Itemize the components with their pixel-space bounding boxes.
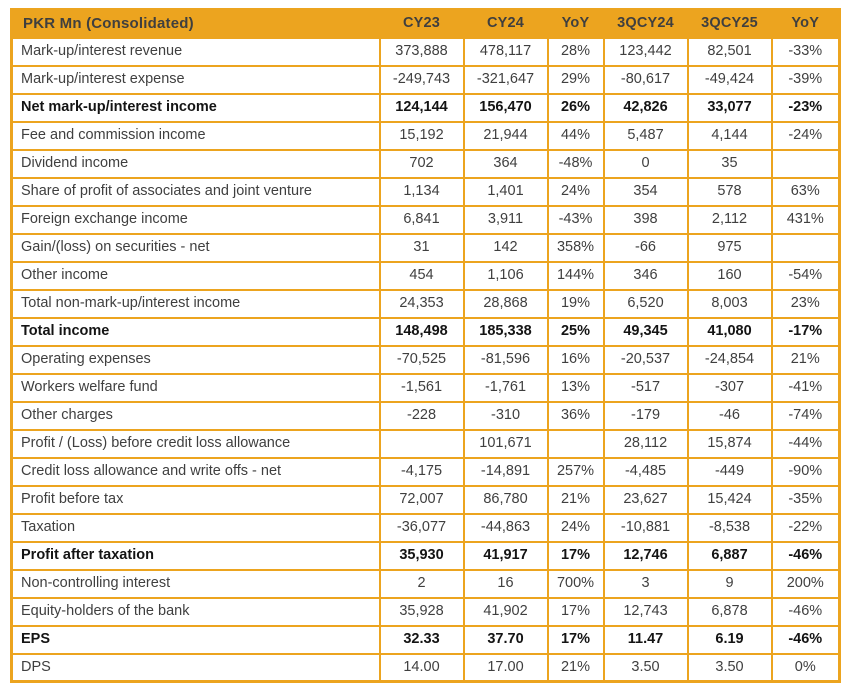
cell-value: 0 [604,150,688,178]
cell-value: -14,891 [464,458,548,486]
cell-value: -1,561 [380,374,464,402]
cell-value: 28% [548,38,604,66]
cell-value: 200% [772,570,840,598]
cell-value: 346 [604,262,688,290]
cell-value: -81,596 [464,346,548,374]
cell-value [772,150,840,178]
cell-value: 3,911 [464,206,548,234]
cell-value: 2 [380,570,464,598]
cell-value: 42,826 [604,94,688,122]
row-label: Foreign exchange income [12,206,380,234]
cell-value: 35 [688,150,772,178]
cell-value: -1,761 [464,374,548,402]
cell-value: -80,617 [604,66,688,94]
cell-value: 25% [548,318,604,346]
cell-value: 1,106 [464,262,548,290]
cell-value: 373,888 [380,38,464,66]
table-row [12,94,840,122]
cell-value: 578 [688,178,772,206]
cell-value: 41,902 [464,598,548,626]
cell-value: 160 [688,262,772,290]
cell-value: 23% [772,290,840,318]
cell-value: 36% [548,402,604,430]
table-row [12,374,840,402]
cell-value: 13% [548,374,604,402]
cell-value [772,234,840,262]
cell-value: 142 [464,234,548,262]
cell-value: 1,134 [380,178,464,206]
cell-value [380,430,464,458]
cell-value: 19% [548,290,604,318]
cell-value: -70,525 [380,346,464,374]
table-row [12,542,840,570]
table-row [12,150,840,178]
cell-value: 702 [380,150,464,178]
cell-value: -54% [772,262,840,290]
cell-value: 358% [548,234,604,262]
cell-value: 6,878 [688,598,772,626]
table-row [12,626,840,654]
table-row [12,318,840,346]
row-label: Fee and commission income [12,122,380,150]
row-label: Mark-up/interest expense [12,66,380,94]
cell-value: 9 [688,570,772,598]
cell-value: -48% [548,150,604,178]
header-cy23: CY23 [380,10,464,38]
cell-value [548,430,604,458]
cell-value: 17% [548,626,604,654]
row-label: Other income [12,262,380,290]
table-row [12,38,840,66]
cell-value: 5,487 [604,122,688,150]
row-label: Profit after taxation [12,542,380,570]
cell-value: 123,442 [604,38,688,66]
cell-value: 72,007 [380,486,464,514]
cell-value: 35,930 [380,542,464,570]
table-row [12,486,840,514]
cell-value: -307 [688,374,772,402]
cell-value: 17.00 [464,654,548,682]
cell-value: -310 [464,402,548,430]
cell-value: 431% [772,206,840,234]
cell-value: -49,424 [688,66,772,94]
table-row [12,514,840,542]
cell-value: 21% [548,486,604,514]
cell-value: -20,537 [604,346,688,374]
cell-value: 15,874 [688,430,772,458]
cell-value: 23,627 [604,486,688,514]
row-label: Share of profit of associates and joint venture [12,178,380,206]
cell-value: 24,353 [380,290,464,318]
cell-value: 24% [548,178,604,206]
cell-value: 478,117 [464,38,548,66]
header-3qcy25: 3QCY25 [688,10,772,38]
row-label: Profit / (Loss) before credit loss allowance [12,430,380,458]
cell-value: 28,868 [464,290,548,318]
table-row [12,206,840,234]
cell-value: -17% [772,318,840,346]
cell-value: 15,192 [380,122,464,150]
cell-value: 3.50 [604,654,688,682]
cell-value: -23% [772,94,840,122]
cell-value: -33% [772,38,840,66]
cell-value: -35% [772,486,840,514]
cell-value: 144% [548,262,604,290]
row-label: Equity-holders of the bank [12,598,380,626]
cell-value: 32.33 [380,626,464,654]
cell-value: 101,671 [464,430,548,458]
cell-value: 82,501 [688,38,772,66]
cell-value: -66 [604,234,688,262]
table-row [12,290,840,318]
cell-value: -46 [688,402,772,430]
cell-value: 14.00 [380,654,464,682]
cell-value: 26% [548,94,604,122]
cell-value: 31 [380,234,464,262]
cell-value: -44,863 [464,514,548,542]
row-label: Dividend income [12,150,380,178]
cell-value: 86,780 [464,486,548,514]
header-3qcy24: 3QCY24 [604,10,688,38]
row-label: Profit before tax [12,486,380,514]
header-row [12,10,840,38]
table-row [12,346,840,374]
cell-value: 33,077 [688,94,772,122]
row-label: Other charges [12,402,380,430]
cell-value: 16% [548,346,604,374]
cell-value: 41,080 [688,318,772,346]
cell-value: -449 [688,458,772,486]
header-cy24: CY24 [464,10,548,38]
cell-value: 454 [380,262,464,290]
cell-value: 354 [604,178,688,206]
table-row [12,570,840,598]
cell-value: -43% [548,206,604,234]
row-label: DPS [12,654,380,682]
cell-value: -22% [772,514,840,542]
cell-value: 4,144 [688,122,772,150]
cell-value: 1,401 [464,178,548,206]
cell-value: 6.19 [688,626,772,654]
table-row [12,598,840,626]
cell-value: -4,485 [604,458,688,486]
cell-value: 12,746 [604,542,688,570]
cell-value: 16 [464,570,548,598]
cell-value: -8,538 [688,514,772,542]
header-yoy-annual: YoY [548,10,604,38]
cell-value: 21% [772,346,840,374]
cell-value: 156,470 [464,94,548,122]
header-yoy-quarter: YoY [772,10,840,38]
cell-value: -46% [772,542,840,570]
cell-value: 15,424 [688,486,772,514]
cell-value: -4,175 [380,458,464,486]
cell-value: 975 [688,234,772,262]
row-label: Workers welfare fund [12,374,380,402]
cell-value: 21,944 [464,122,548,150]
cell-value: 63% [772,178,840,206]
cell-value: 700% [548,570,604,598]
cell-value: 185,338 [464,318,548,346]
cell-value: 24% [548,514,604,542]
cell-value: -10,881 [604,514,688,542]
cell-value: 35,928 [380,598,464,626]
cell-value: 257% [548,458,604,486]
cell-value: 148,498 [380,318,464,346]
row-label: Net mark-up/interest income [12,94,380,122]
row-label: Operating expenses [12,346,380,374]
cell-value: 44% [548,122,604,150]
cell-value: -90% [772,458,840,486]
cell-value: 49,345 [604,318,688,346]
table-row [12,178,840,206]
row-label: EPS [12,626,380,654]
cell-value: 6,841 [380,206,464,234]
cell-value: 2,112 [688,206,772,234]
cell-value: 398 [604,206,688,234]
cell-value: -249,743 [380,66,464,94]
cell-value: 3.50 [688,654,772,682]
cell-value: 364 [464,150,548,178]
cell-value: -46% [772,626,840,654]
financial-results-table [10,8,841,683]
header-title: PKR Mn (Consolidated) [12,10,380,38]
row-label: Non-controlling interest [12,570,380,598]
cell-value: -179 [604,402,688,430]
cell-value: -24,854 [688,346,772,374]
cell-value: 124,144 [380,94,464,122]
cell-value: 6,520 [604,290,688,318]
table-row [12,402,840,430]
cell-value: -39% [772,66,840,94]
cell-value: 28,112 [604,430,688,458]
cell-value: 21% [548,654,604,682]
cell-value: 0% [772,654,840,682]
table-row [12,262,840,290]
cell-value: 6,887 [688,542,772,570]
cell-value: -24% [772,122,840,150]
row-label: Mark-up/interest revenue [12,38,380,66]
table-row [12,122,840,150]
table-row [12,430,840,458]
row-label: Gain/(loss) on securities - net [12,234,380,262]
table-header [12,10,840,38]
cell-value: -41% [772,374,840,402]
cell-value: -321,647 [464,66,548,94]
cell-value: 8,003 [688,290,772,318]
table-row [12,458,840,486]
cell-value: -228 [380,402,464,430]
row-label: Credit loss allowance and write offs - net [12,458,380,486]
cell-value: -44% [772,430,840,458]
cell-value: 3 [604,570,688,598]
cell-value: 37.70 [464,626,548,654]
cell-value: -46% [772,598,840,626]
cell-value: 17% [548,542,604,570]
cell-value: 12,743 [604,598,688,626]
row-label: Total non-mark-up/interest income [12,290,380,318]
cell-value: -74% [772,402,840,430]
table-body [12,38,840,682]
cell-value: 17% [548,598,604,626]
table-row [12,66,840,94]
cell-value: -517 [604,374,688,402]
table-row [12,234,840,262]
row-label: Total income [12,318,380,346]
cell-value: 11.47 [604,626,688,654]
row-label: Taxation [12,514,380,542]
table-row [12,654,840,682]
cell-value: -36,077 [380,514,464,542]
cell-value: 29% [548,66,604,94]
cell-value: 41,917 [464,542,548,570]
